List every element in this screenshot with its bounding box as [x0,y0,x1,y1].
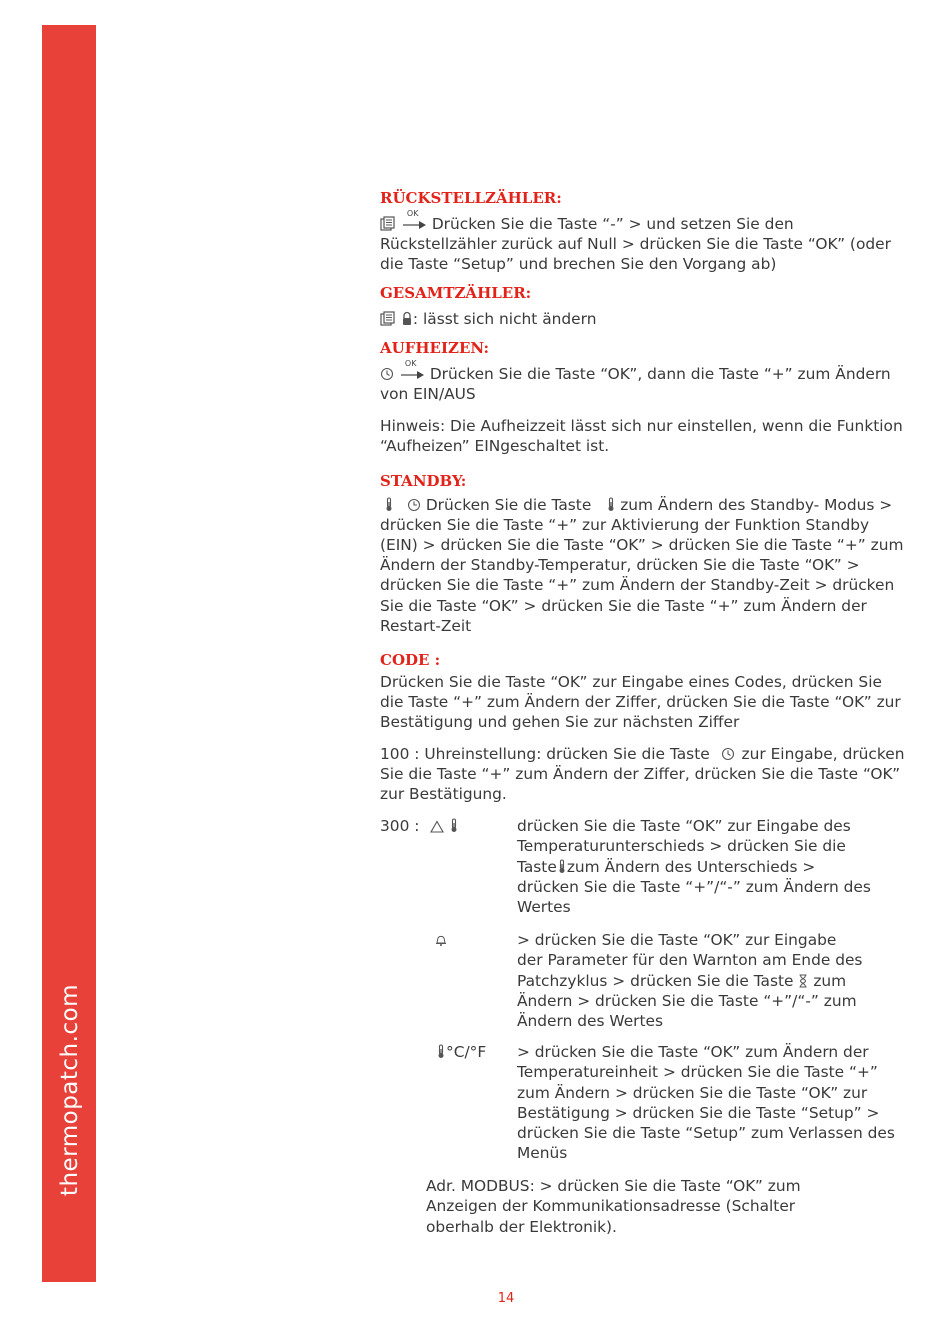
reset-counter-text [380,209,910,275]
code-heading: CODE : [380,651,441,670]
thermometer-icon [606,497,616,512]
code-300-bell-line2: der Parameter für den Warnton am Ende des [517,951,863,970]
clock-icon [721,747,735,761]
delta-icon [430,820,444,833]
preheat-rest: Ändern von EIN/AUS [380,364,891,404]
reset-counter-heading: RÜCKSTELLZÄHLER: [380,189,562,207]
bell-icon [434,933,448,947]
code-300-label-group [380,816,459,836]
code-300-bell-line1: > drücken Sie die Taste “OK” zur Eingabe [517,931,837,950]
code-300-unit-text: > drücken Sie die Taste “OK” zum Ändern der Temperatureinheit > drücken Sie die Taste “+” zum Ändern > drücken Sie die Taste “OK” zur Bestätigung > drücken Sie die Taste “Setup” > drücken Sie die Taste “Setup” zum Verlassen des Menüs [517,1043,895,1163]
standby-text [380,495,910,636]
preheat-note: Hinweis: Die Aufheizzeit lässt sich nur einstellen, wenn die Funktion “Aufheizen” EINgeschaltet ist. [380,417,903,456]
code-300-unit-label-group [436,1042,486,1062]
total-counter-label: : lässt sich nicht ändern [412,309,597,328]
sidebar-website-text: thermopatch.com [57,983,83,1197]
total-counter-text [380,309,910,329]
reset-counter-rest: Rückstellzähler zurück auf Null > drücken Sie die Taste “OK” (oder die Taste “Setup” und brechen Sie den Vorgang ab) [380,235,891,274]
code-300-delta-line2: Temperaturunterschieds > drücken Sie die [517,837,846,856]
standby-heading: STANDBY: [380,471,467,490]
counter-icon [380,216,396,231]
code-300-bell-line3 [517,971,912,991]
code-100-a: 100 : Uhreinstellung: drücken Sie die Taste [380,744,710,763]
modbus-text: Adr. MODBUS: > drücken Sie die Taste “OK” zum Anzeigen der Kommunikationsadresse (Schalter oberhalb der Elektronik). [426,1177,801,1236]
code-300-delta-row [380,816,910,916]
code-300-bell-text [517,930,912,1031]
code-300-delta-line3 [517,857,912,877]
thermometer-icon [557,859,567,874]
code-300-bell-line3b: zum [813,971,847,990]
page-number: 14 [497,1291,515,1306]
code-300-bell-line3a: Patchzyklus > drücken Sie die Taste [517,971,794,990]
standby-clock-icon [407,498,421,512]
standby-text-b: zum Ändern des Standby- [620,495,820,514]
reset-counter-line1: Drücken Sie die Taste “-” > und setzen Sie den [431,215,794,233]
thermometer-icon [436,1044,446,1059]
code-300-label: 300 : [380,817,420,836]
code-300-delta-line1: drücken Sie die Taste “OK” zur Eingabe des [517,817,851,836]
ok-arrow-label: OK [404,358,417,368]
code-300-bell-row [380,930,910,1030]
hourglass-icon [798,974,808,988]
preheat-heading: AUFHEIZEN: [380,338,490,357]
standby-text-a: Drücken Sie die Taste [425,495,592,514]
code-intro: Drücken Sie die Taste “OK” zur Eingabe eines Codes, drücken Sie die Taste “+” zum Ändern der Ziffer, drücken Sie die Taste “OK” zur Bestätigung und gehen Sie zur nächsten Ziffer [380,673,901,732]
preheat-text [380,358,910,404]
code-300-unit-label: °C/°F [446,1043,487,1062]
thermometer-icon [384,497,394,512]
code-100-rest: drücken Sie die Taste “+” zum Ändern der Ziffer, drücken Sie die Taste “OK” zur Bestätigung. [380,744,905,804]
preheat-line1: Drücken Sie die Taste “OK”, dann die Taste “+” zum [429,364,831,383]
code-300-delta-rest: drücken Sie die Taste “+”/“-” zum Ändern des Wertes [517,877,871,917]
clock-icon [380,367,394,381]
total-counter-heading: GESAMTZÄHLER: [380,283,532,302]
code-300-delta-text [517,816,912,917]
lock-icon [401,311,413,326]
code-300-bell-rest: Ändern > drücken Sie die Taste “+”/“-” zum Ändern des Wertes [517,991,857,1031]
ok-arrow-label: OK [406,209,419,218]
ok-arrow-icon [401,209,427,231]
ok-arrow-icon [399,358,425,381]
code-300-unit-row [380,1042,910,1164]
code-300-delta-line3a: Taste [517,857,557,876]
code-300-delta-line3b: zum Ändern des Unterschieds > [566,857,816,876]
counter-icon [380,311,396,326]
code-100-text [380,744,910,805]
standby-text-rest: Modus > drücken Sie die Taste “+” zur Aktivierung der Funktion Standby (EIN) > drücken Sie die Taste “OK” > drücken Sie die Taste “+” zum Ändern der Standby-Temperatur, drücken Sie die Taste “OK” > drücken Sie die Taste “+” zum Ändern der Standby-Zeit > drücken Sie die Taste “OK” > drücken Sie die Taste “+” zum Ändern der Restart-Zeit [380,495,904,635]
thermometer-icon [449,818,459,833]
main-content [380,188,910,1237]
code-100-b: zur Eingabe, [741,744,838,763]
